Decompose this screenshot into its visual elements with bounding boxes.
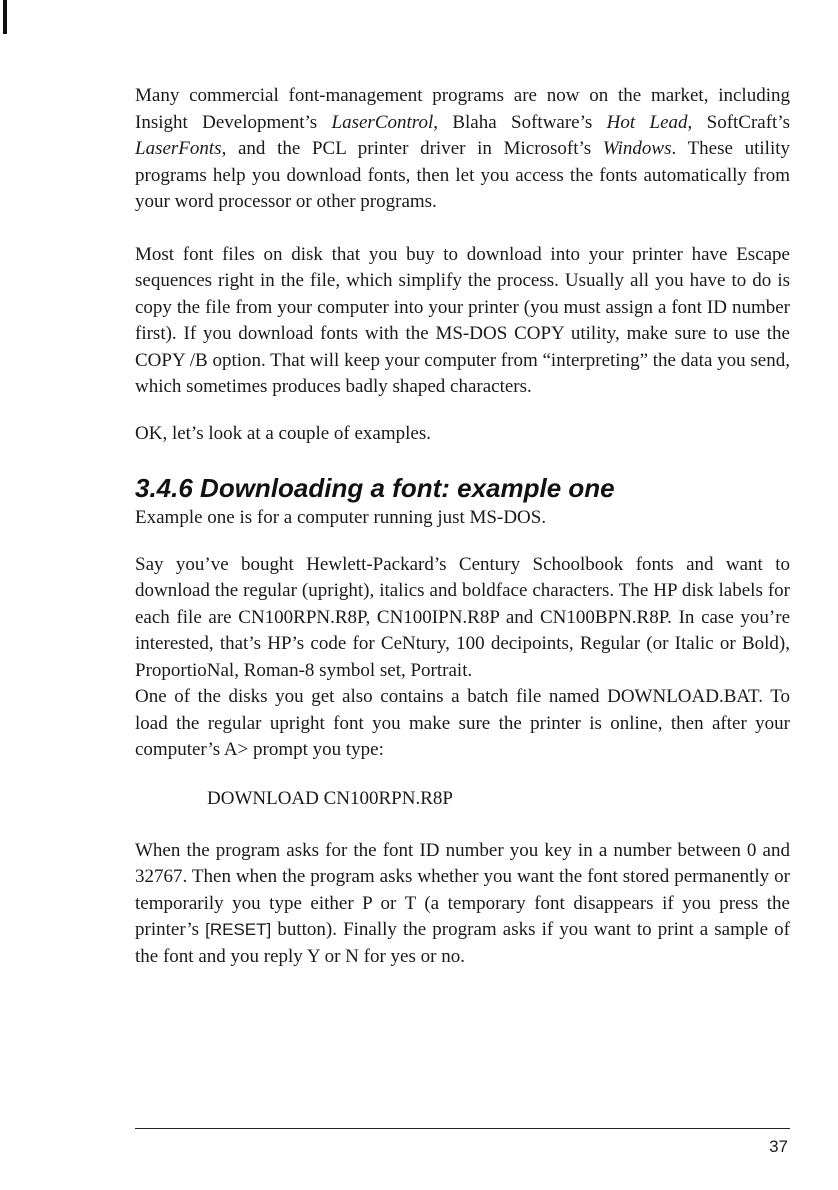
footer-rule — [135, 1128, 790, 1129]
product-name-lasercontrol: LaserControl — [331, 111, 434, 133]
paragraph-text: When the program asks for the font ID number you key in a number between 0 and 32767. Then when the program asks whether you want the font stored permanently or temporarily you type either P or T (a temporary font disappears if you press the printer’s — [135, 839, 790, 940]
page-number: 37 — [769, 1137, 788, 1156]
paragraph-century-schoolbook: Say you’ve bought Hewlett-Packard’s Century Schoolbook fonts and want to download the regular (upright), italics and boldface characters. The HP disk labels for each file are CN100RPN.R8P, CN100IPN.R8P and CN100BPN.R8P. In case you’re interested, that’s HP’s code for CeNtury, 100 decipoints, Regular (or Italic or Bold), ProportioNal, Roman-8 symbol set, Portrait. — [135, 553, 790, 681]
paragraph-text: , SoftCraft’s — [687, 111, 791, 133]
paragraph-examples-intro: OK, let’s look at a couple of examples. — [135, 422, 432, 444]
download-command: DOWNLOAD CN100RPN.R8P — [207, 787, 453, 809]
product-name-windows: Windows — [602, 138, 672, 159]
product-name-laserfonts: LaserFonts — [135, 138, 222, 159]
scan-edge-mark — [3, 0, 7, 34]
product-name-hot-lead: Hot Lead — [606, 111, 688, 133]
paragraph-text: . These utility programs help you download fonts, then let you access the fonts automatically from your word processor or other programs. — [135, 138, 791, 212]
reset-key-label: [RESET] — [205, 920, 272, 939]
paragraph-font-id-prompt — [135, 838, 790, 971]
paragraph-text: , and the PCL printer driver in Microsoft’s — [221, 138, 603, 159]
page-body — [135, 83, 790, 970]
paragraph-example-one-intro: Example one is for a computer running just MS-DOS. — [135, 507, 547, 528]
paragraph-batch-file: One of the disks you get also contains a batch file named DOWNLOAD.BAT. To load the regular upright font you make sure the printer is online, then after your computer’s A> prompt you type: — [135, 686, 790, 760]
paragraph-font-files-on-disk: Most font files on disk that you buy to download into your printer have Escape sequences right in the file, which simplify the process. Usually all you have to do is copy the file from your computer into your printer (you must assign a font ID number first). If you download fonts with the MS-DOS COPY utility, make sure to use the COPY /B option. That will keep your computer from “interpreting” the data you send, which sometimes produces badly shaped characters. — [135, 243, 790, 397]
paragraph-text: Many commercial font-management programs are now on the market, including Insight Development’s — [135, 85, 790, 133]
paragraph-font-management-programs — [135, 83, 790, 216]
paragraph-text: , Blaha Software’s — [433, 111, 607, 133]
paragraph-text: button). Finally the program asks if you want to print a sample of the font and you reply Y or N for yes or no. — [135, 919, 790, 967]
section-heading: 3.4.6 Downloading a font: example one — [135, 473, 615, 503]
